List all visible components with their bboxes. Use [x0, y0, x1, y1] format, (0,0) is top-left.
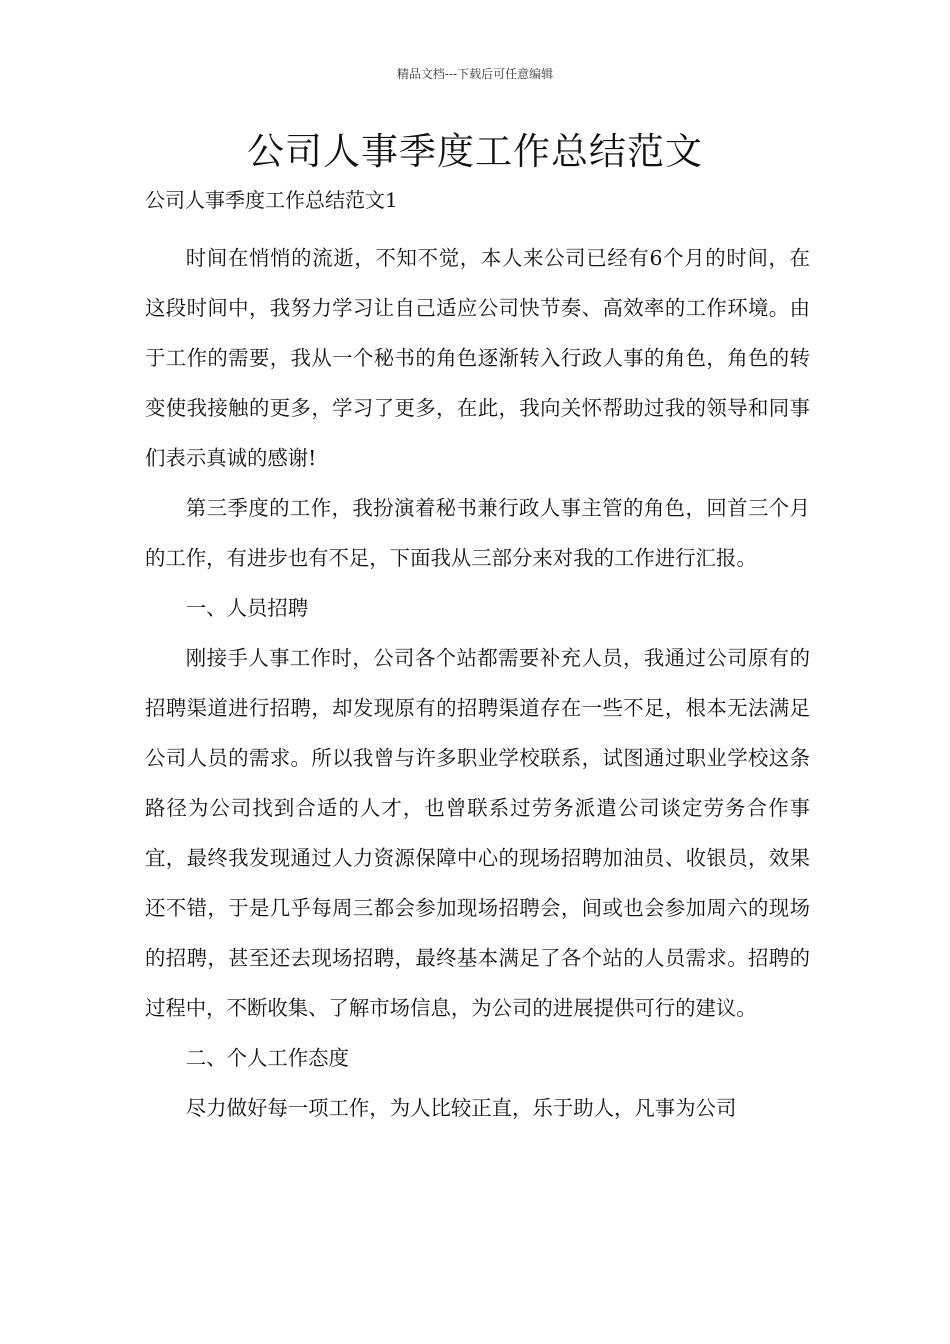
paragraph-attitude: 尽力做好每一项工作，为人比较正直，乐于助人，凡事为公司 [185, 1096, 737, 1120]
header-note: 精品文档---下载后可任意编辑 [396, 67, 554, 81]
paragraph-recruitment: 刚接手人事工作时，公司各个站都需要补充人员，我通过公司原有的招聘渠道进行招聘，却发现原有的招聘渠道存在一些不足，根本无法满足公司人员的需求。所以我曾与许多职业学校联系，试图通过职业学校这条路径为公司找到合适的人才，也曾联系过劳务派遣公司谈定劳务合作事宜，最终我发现通过人力资源保障中心的现场招聘加油员、收银员，效果还不错，于是几乎每周三都会参加现场招聘会，间或也会参加周六的现场的招聘，甚至还去现场招聘，最终基本满足了各个站的人员需求。招聘的过程中，不断收集、了解市场信息，为公司的进展提供可行的建议。 [145, 646, 810, 1020]
paragraph-overview: 第三季度的工作，我扮演着秘书兼行政人事主管的角色，回首三个月的工作，有进步也有不足，下面我从三部分来对我的工作进行汇报。 [145, 496, 810, 570]
paragraph-intro: 时间在悄悄的流逝，不知不觉，本人来公司已经有6个月的时间，在这段时间中，我努力学习让自己适应公司快节奏、高效率的工作环境。由于工作的需要，我从一个秘书的角色逐渐转入行政人事的角色，角色的转变使我接触的更多，学习了更多，在此，我向关怀帮助过我的领导和同事们表示真诚的感谢! [145, 246, 810, 470]
section-subtitle: 公司人事季度工作总结范文1 [145, 188, 398, 212]
section-heading-recruitment: 一、人员招聘 [185, 596, 309, 620]
document-body [145, 233, 810, 1133]
section-heading-attitude: 二、个人工作态度 [185, 1046, 349, 1070]
document-title: 公司人事季度工作总结范文 [247, 130, 703, 173]
